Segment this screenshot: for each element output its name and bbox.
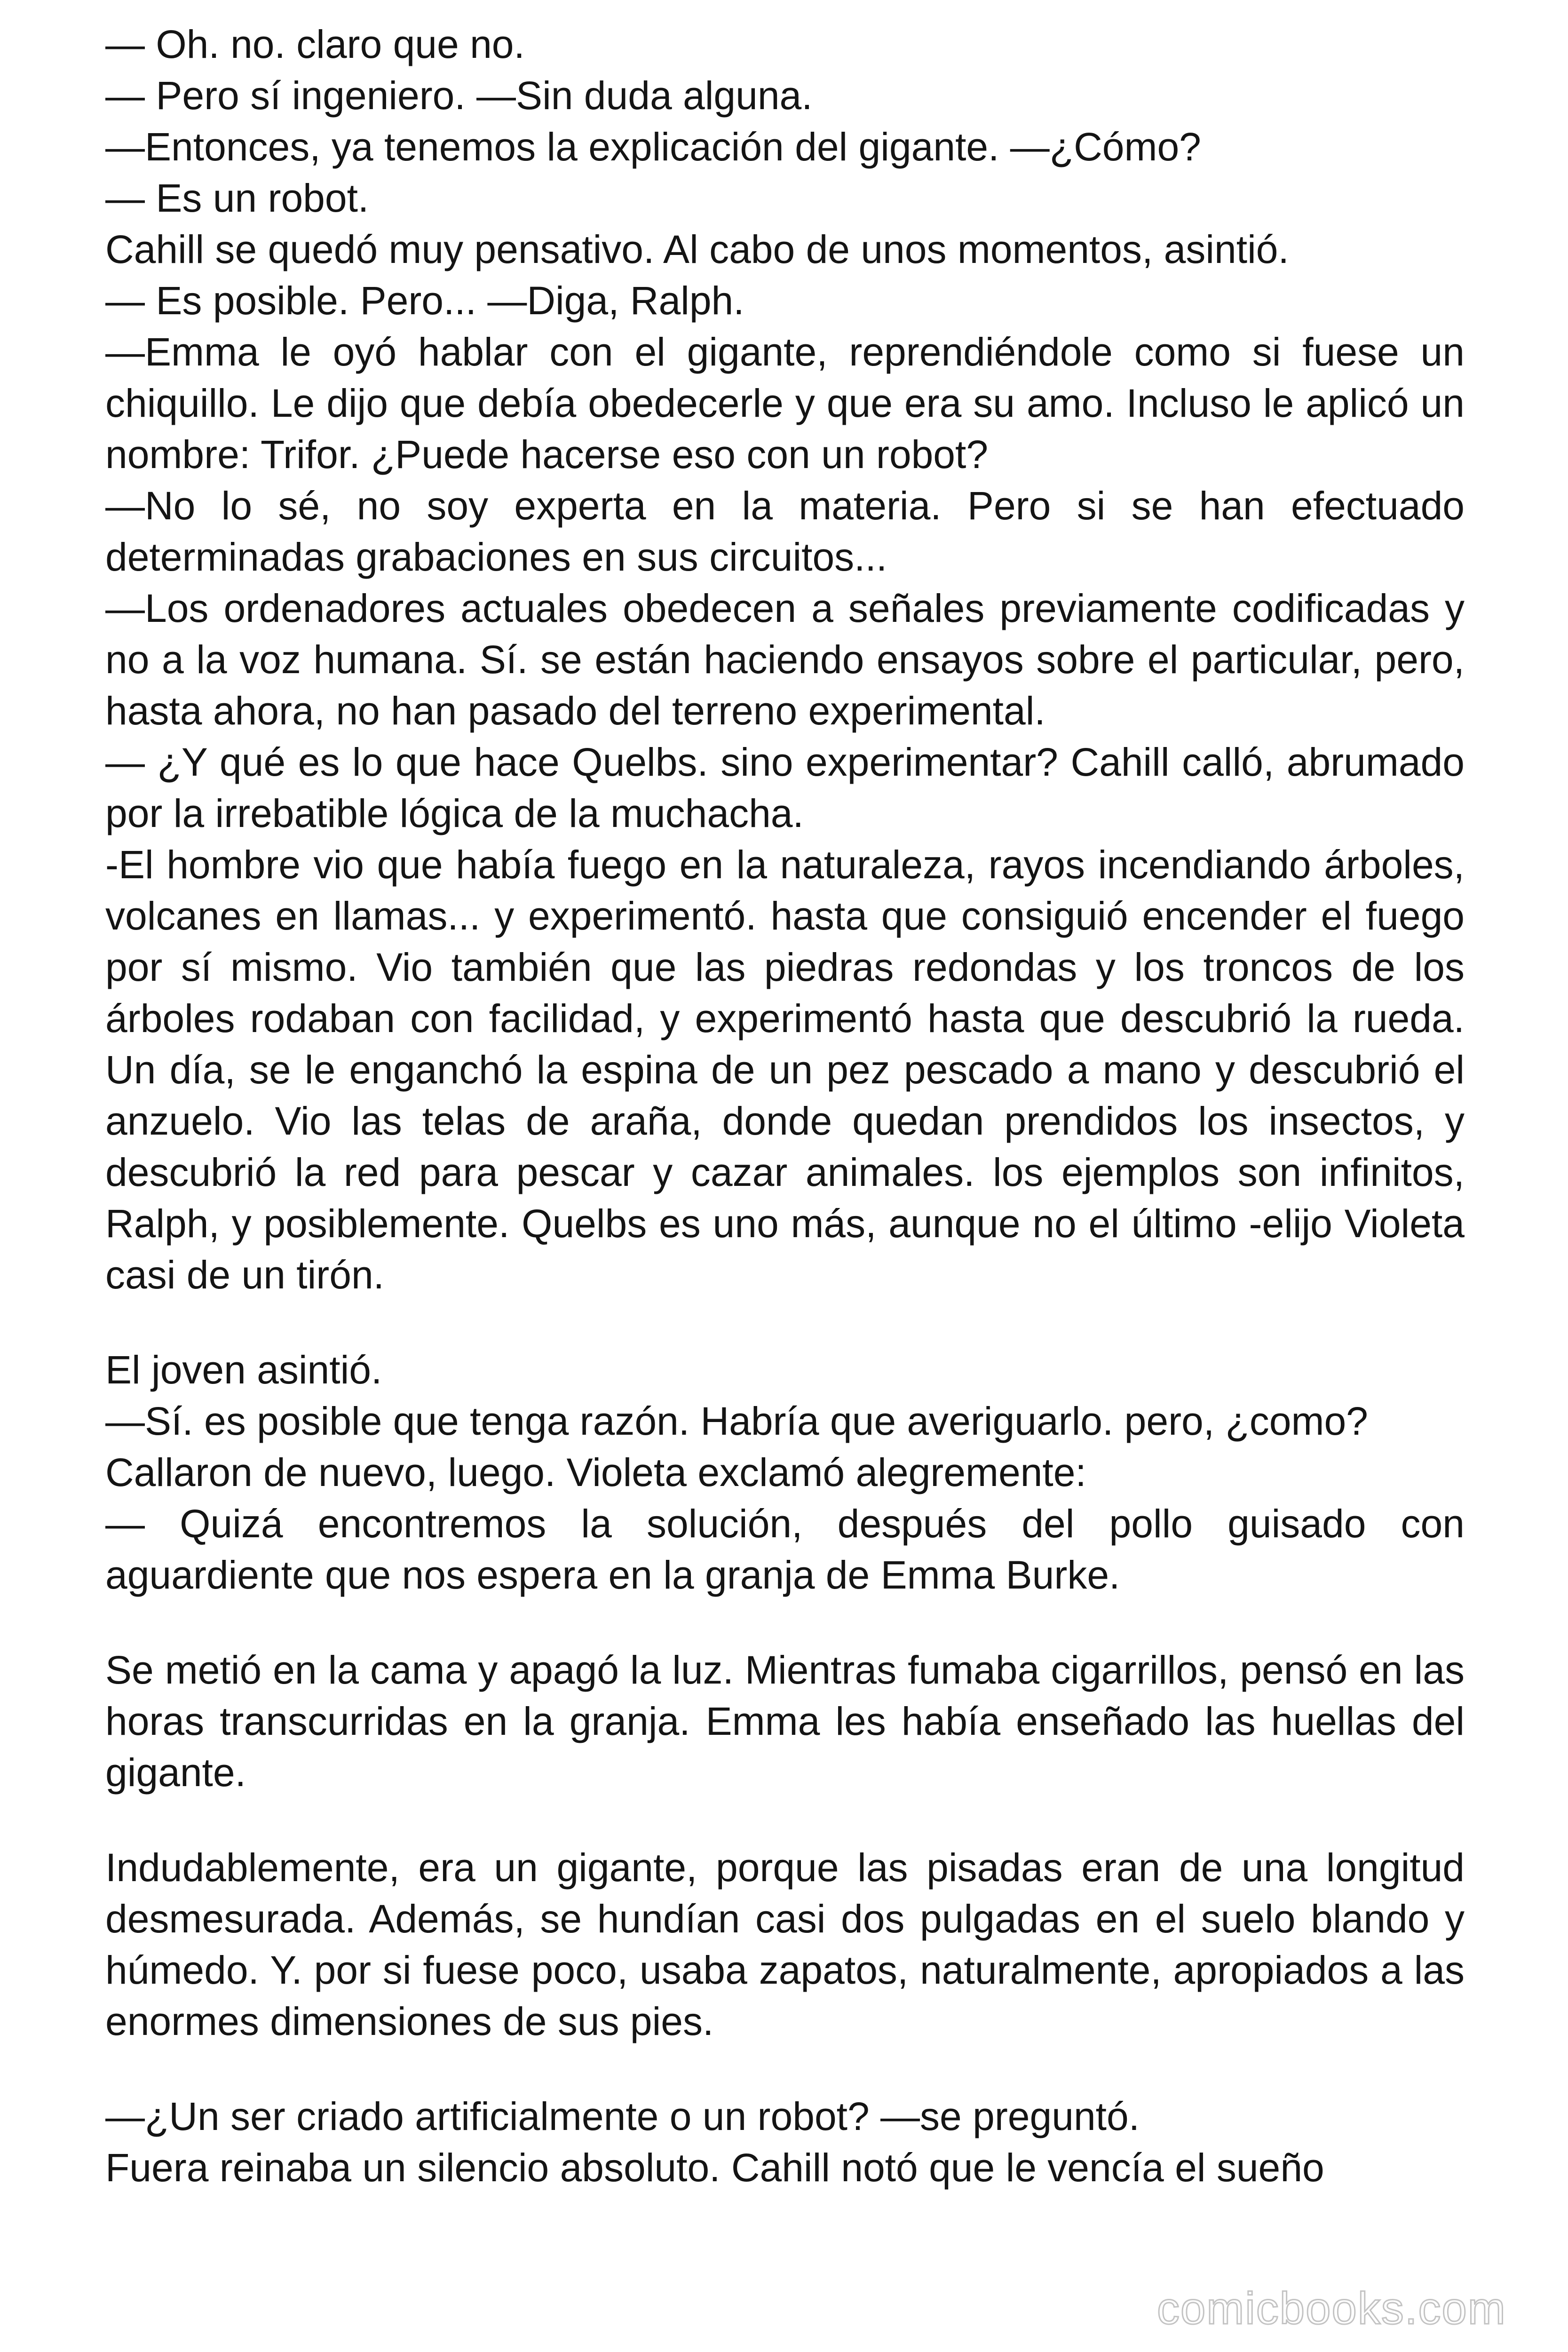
paragraph: — Es un robot. — [105, 176, 369, 220]
paragraph: —¿Un ser criado artificialmente o un robot? —se preguntó. — [105, 2094, 1140, 2138]
paragraph: — Oh. no. claro que no. — [105, 22, 525, 66]
document-body — [105, 19, 1465, 2193]
paragraph: —Los ordenadores actuales obedecen a señales previamente codificadas y no a la voz humana. Sí. se están haciendo ensayos sobre el particular, pero, hasta ahora, no han pasado del terreno experimental. — [105, 586, 1465, 733]
paragraph: Callaron de nuevo, luego. Violeta exclamó alegremente: — [105, 1450, 1086, 1494]
watermark: comicbooks.com — [1157, 2283, 1506, 2334]
paragraph: — Quizá encontremos la solución, después del pollo guisado con aguardiente que nos espera en la granja de Emma Burke. — [105, 1502, 1465, 1597]
paragraph: —Emma le oyó hablar con el gigante, reprendiéndole como si fuese un chiquillo. Le dijo que debía obedecerle y que era su amo. Incluso le aplicó un nombre: Trifor. ¿Puede hacerse eso con un robot? — [105, 330, 1465, 477]
paragraph: — Es posible. Pero... —Diga, Ralph. — [105, 278, 744, 323]
paragraph: —No lo sé, no soy experta en la materia. Pero si se han efectuado determinadas grabaciones en sus circuitos... — [105, 484, 1465, 579]
paragraph: — Pero sí ingeniero. —Sin duda alguna. — [105, 73, 813, 118]
paragraph: Fuera reinaba un silencio absoluto. Cahill notó que le vencía el sueño — [105, 2145, 1324, 2190]
paragraph: -El hombre vio que había fuego en la naturaleza, rayos incendiando árboles, volcanes en llamas... y experimentó. hasta que consiguió encender el fuego por sí mismo. Vio también que las piedras redondas y los troncos de los árboles rodaban con facilidad, y experimentó hasta que descubrió la rueda. Un día, se le enganchó la espina de un pez pescado a mano y descubrió el anzuelo. Vio las telas de araña, donde quedan prendidos los insectos, y descubrió la red para pescar y cazar animales. los ejemplos son infinitos, Ralph, y posiblemente. Quelbs es uno más, aunque no el último -elijo Violeta casi de un tirón. — [105, 842, 1465, 1297]
paragraph: Se metió en la cama y apagó la luz. Mientras fumaba cigarrillos, pensó en las horas transcurridas en la granja. Emma les había enseñado las huellas del gigante. — [105, 1648, 1465, 1795]
paragraph: —Sí. es posible que tenga razón. Habría que averiguarlo. pero, ¿como? — [105, 1399, 1368, 1443]
paragraph: El joven asintió. — [105, 1348, 382, 1392]
paragraph: Indudablemente, era un gigante, porque las pisadas eran de una longitud desmesurada. Además, se hundían casi dos pulgadas en el suelo blando y húmedo. Y. por si fuese poco, usaba zapatos, naturalmente, apropiados a las enormes dimensiones de sus pies. — [105, 1845, 1465, 2043]
paragraph: — ¿Y qué es lo que hace Quelbs. sino experimentar? Cahill calló, abrumado por la irrebatible lógica de la muchacha. — [105, 740, 1465, 835]
paragraph: Cahill se quedó muy pensativo. Al cabo de unos momentos, asintió. — [105, 227, 1289, 271]
paragraph: —Entonces, ya tenemos la explicación del gigante. —¿Cómo? — [105, 125, 1201, 169]
